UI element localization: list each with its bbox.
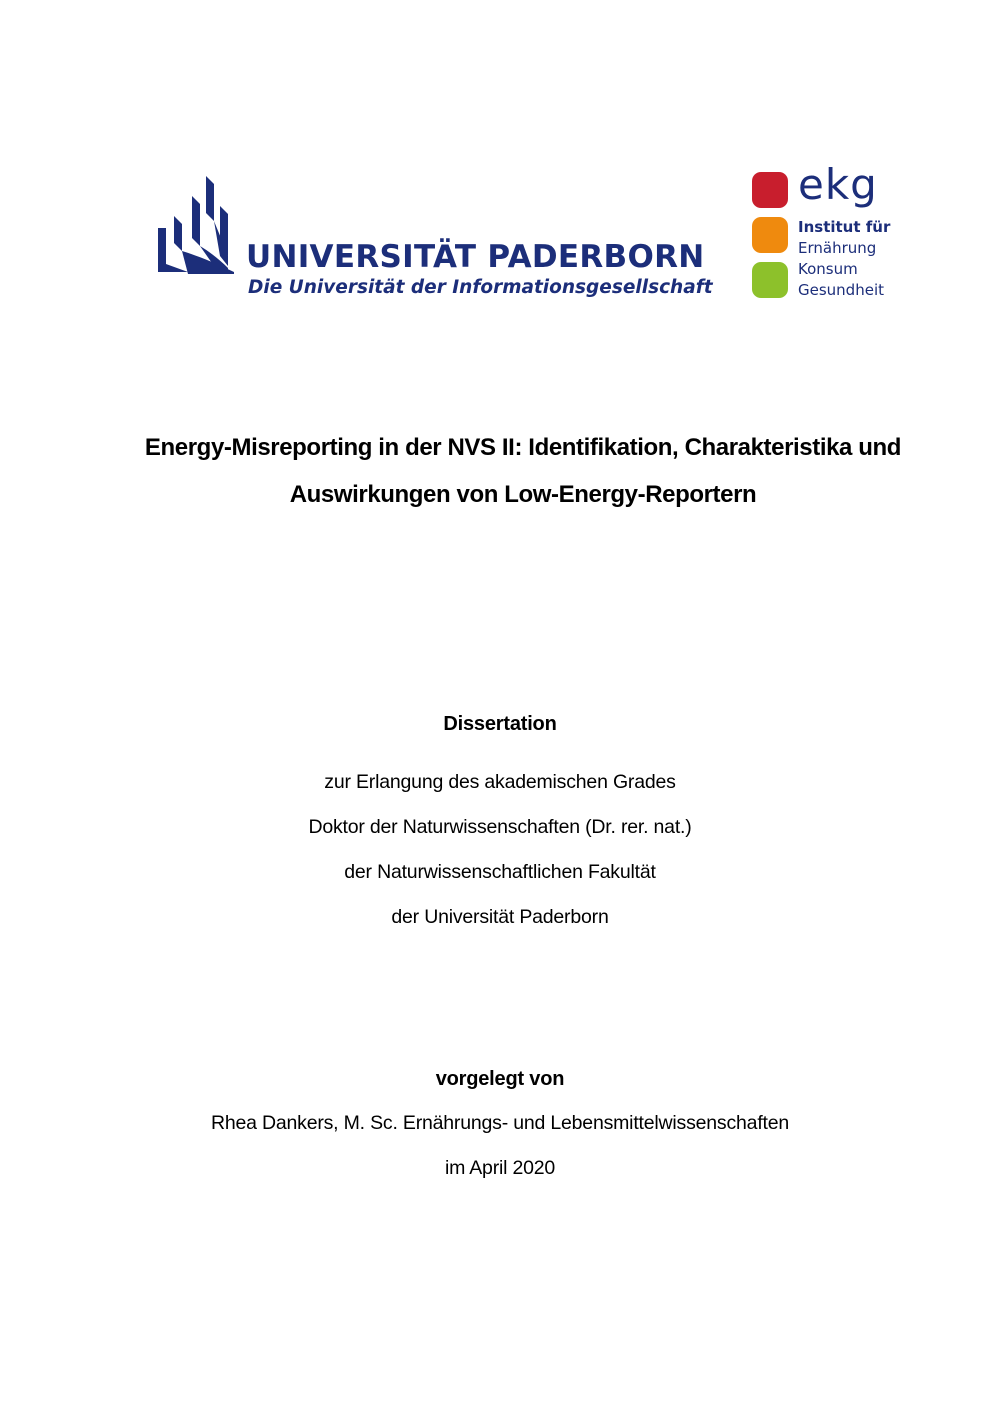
university-paderborn-logo (158, 176, 713, 306)
submission-date: im April 2020 (444, 1157, 556, 1179)
thesis-title-line-2: Auswirkungen von Low-Energy-Reportern (289, 481, 757, 508)
degree-line-3: der Naturwissenschaftlichen Fakultät (344, 861, 656, 883)
orange-square-icon (752, 217, 788, 253)
dissertation-heading: Dissertation (443, 713, 557, 735)
ekg-line-institute: Institut für (798, 218, 891, 236)
submitted-by-heading: vorgelegt von (435, 1068, 565, 1090)
green-square-icon (752, 262, 788, 298)
university-emblem-icon (158, 176, 234, 274)
red-square-icon (752, 172, 788, 208)
author-line: Rhea Dankers, M. Sc. Ernährungs- und Lebensmittelwissenschaften (210, 1112, 790, 1134)
thesis-title-line-1: Energy-Misreporting in der NVS II: Identifikation, Charakteristika und (144, 434, 902, 461)
university-name: UNIVERSITÄT PADERBORN (246, 239, 705, 275)
degree-line-4: der Universität Paderborn (391, 906, 609, 928)
ekg-institute-logo (752, 160, 892, 303)
ekg-line-nutrition: Ernährung (798, 239, 877, 257)
degree-line-2: Doktor der Naturwissenschaften (Dr. rer. nat.) (308, 816, 692, 838)
degree-line-1: zur Erlangung des akademischen Grades (324, 771, 676, 793)
ekg-wordmark: ekg (798, 160, 878, 209)
ekg-line-consumption: Konsum (798, 260, 858, 278)
ekg-line-health: Gesundheit (798, 281, 884, 299)
university-tagline: Die Universität der Informationsgesellschaft (248, 277, 713, 298)
